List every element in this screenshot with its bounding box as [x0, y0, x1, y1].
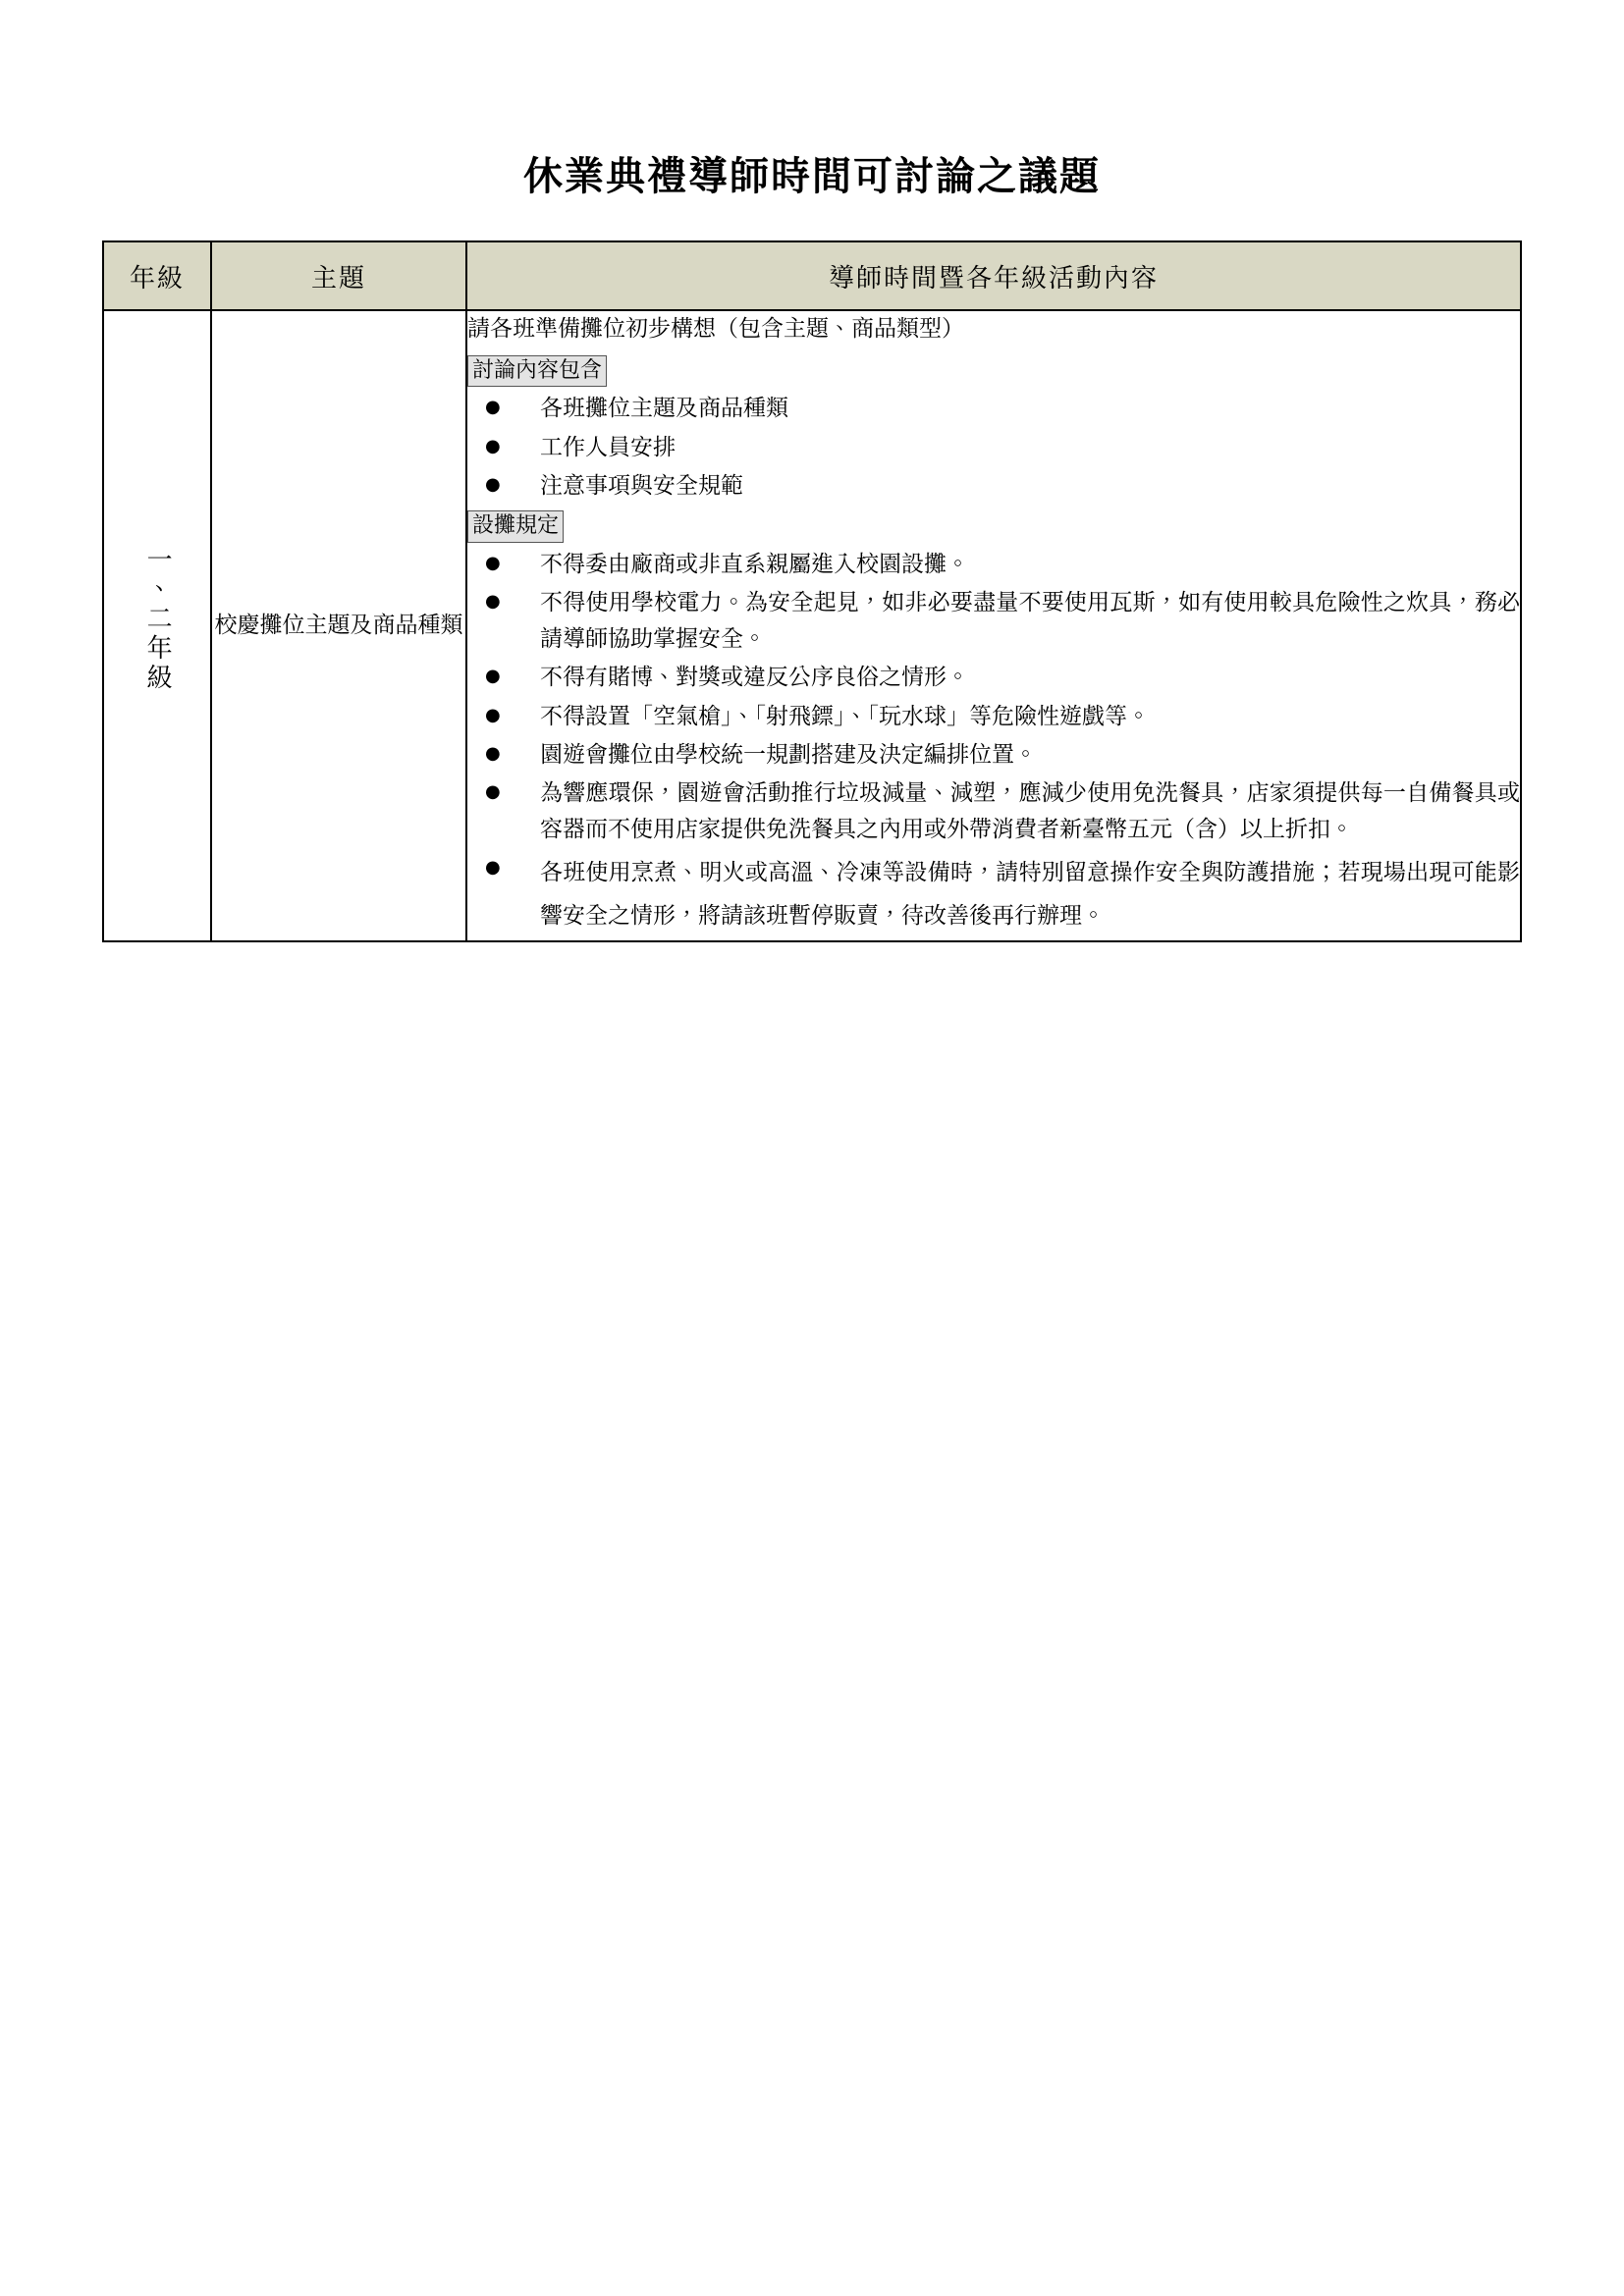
column-header-topic: 主題: [211, 241, 466, 310]
table-header-row: [103, 241, 1521, 310]
section-label-stall-rules: 設攤規定: [467, 510, 564, 543]
list-item: ● 注意事項與安全規範: [467, 468, 1520, 505]
content-intro: 請各班準備攤位初步構想（包含主題、商品類型）: [467, 316, 964, 342]
list-item: ● 工作人員安排: [467, 430, 1520, 466]
cell-topic: 校慶攤位主題及商品種類: [211, 310, 466, 941]
list-item: ● 不得有賭博、對獎或違反公序良俗之情形。: [467, 660, 1520, 696]
list-item: ● 各班使用烹煮、明火或高溫、冷凍等設備時，請特別留意操作安全與防護措施；若現場出現可能影響安全之情形，將請該班暫停販賣，待改善後再行辦理。: [467, 851, 1520, 939]
list-item: ● 不得委由廠商或非直系親屬進入校園設攤。: [467, 547, 1520, 583]
section-label-discussion: 討論內容包含: [467, 355, 607, 388]
cell-content: [466, 310, 1521, 941]
list-item: ● 不得設置「空氣槍」、「射飛鏢」、「玩水球」等危險性遊戲等。: [467, 699, 1520, 735]
column-header-grade: 年級: [103, 241, 211, 310]
list-item: ● 不得使用學校電力。為安全起見，如非必要盡量不要使用瓦斯，如有使用較具危險性之炊具，務必請導師協助掌握安全。: [467, 585, 1520, 659]
stall-rules-list: [467, 547, 1520, 849]
discussion-list: [467, 391, 1520, 505]
column-header-content: 導師時間暨各年級活動內容: [466, 241, 1521, 310]
list-item: ● 園遊會攤位由學校統一規劃搭建及決定編排位置。: [467, 737, 1520, 774]
table-row: [103, 310, 1521, 941]
stall-rules-list-extra: [467, 851, 1520, 939]
cell-grade: [103, 310, 211, 941]
grade-label: 一、二年級: [142, 545, 173, 693]
table-body: [103, 310, 1521, 941]
list-item: ● 為響應環保，園遊會活動推行垃圾減量、減塑，應減少使用免洗餐具，店家須提供每一自備餐具或容器而不使用店家提供免洗餐具之內用或外帶消費者新臺幣五元（含）以上折扣。: [467, 775, 1520, 849]
table-header: [103, 241, 1521, 310]
list-item: ● 各班攤位主題及商品種類: [467, 391, 1520, 427]
page-title: 休業典禮導師時間可討論之議題: [523, 153, 1101, 199]
agenda-table: [102, 240, 1522, 942]
